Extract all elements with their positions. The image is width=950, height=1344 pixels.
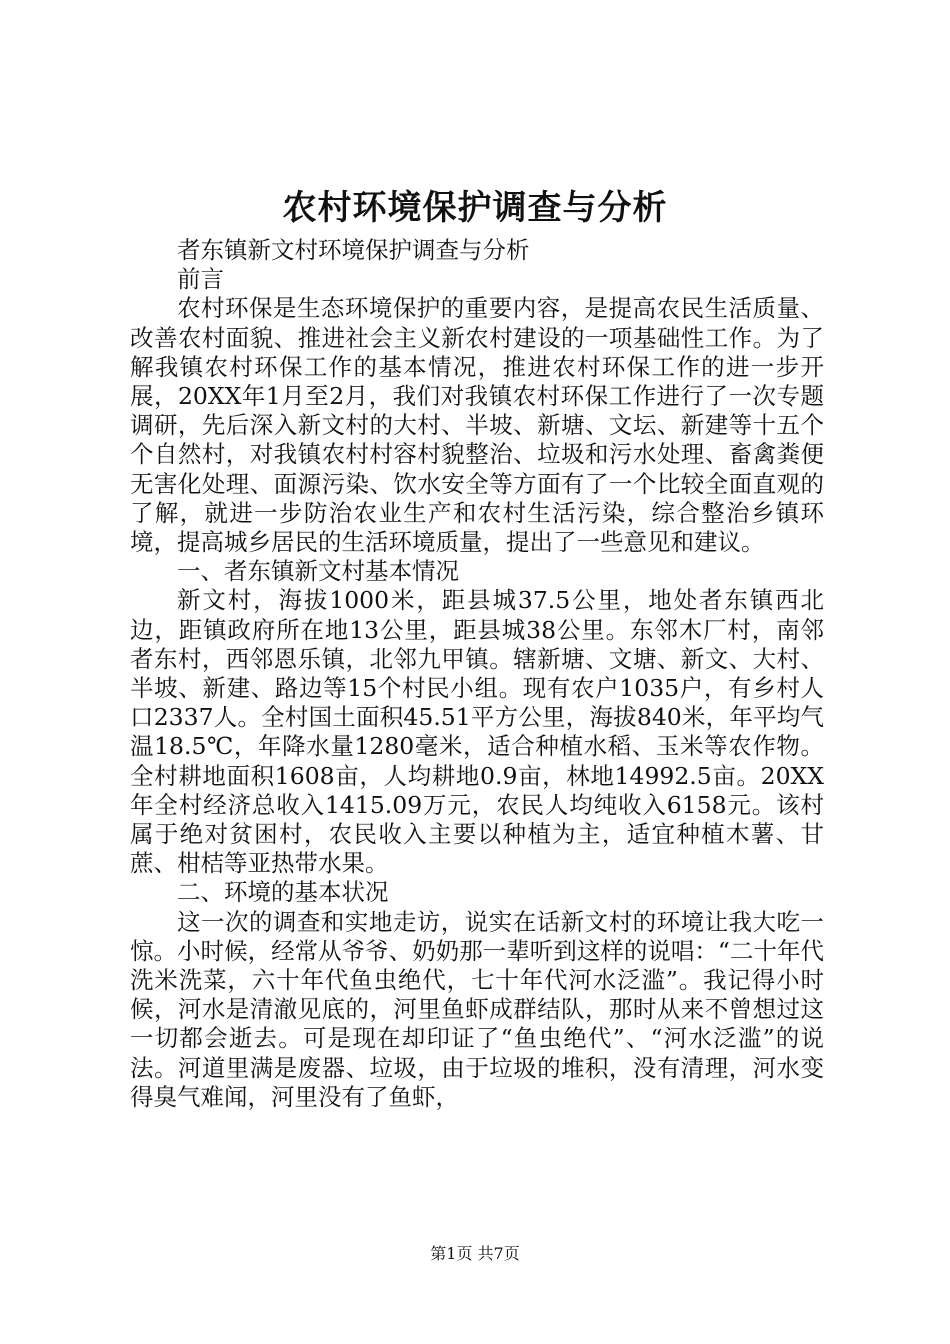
section-heading-environment: 二、环境的基本状况 [177,878,389,907]
body-paragraph: 农村环保是生态环境保护的重要内容，是提高农民生活质量、改善农村面貌、推进社会主义新农村建设的一项基础性工作。为了解我镇农村环保工作的基本情况，推进农村环保工作的进一步开展，20XX年1月至2月，我们对我镇农村环保工作进行了一次专题调研，先后深入新文村的大村、半坡、新塘、文坛、新建等十五个个自然村，对我镇农村村容村貌整治、垃圾和污水处理、畜禽粪便无害化处理、面源污染、饮水安全等方面有了一个比较全面直观的了解，就进一步防治农业生产和农村生活污染，综合整治乡镇环境，提高城乡居民的生活环境质量，提出了一些意见和建议。 [130,294,824,557]
section-heading-preface: 前言 [177,265,224,294]
document-body [130,236,824,1112]
subtitle-paragraph: 者东镇新文村环境保护调查与分析 [177,236,530,264]
document-title: 农村环境保护调查与分析 [282,188,668,228]
body-paragraph: 新文村，海拔1000米，距县城37.5公里，地处者东镇西北边，距镇政府所在地13公里，距县城38公里。东邻木厂村，南邻者东村，西邻恩乐镇，北邻九甲镇。辖新塘、文塘、新文、大村、半坡、新建、路边等15个村民小组。现有农户1035户，有乡村人口2337人。全村国土面积45.51平方公里，海拔840米，年平均气温18.5℃，年降水量1280毫米，适合种植水稻、玉米等农作物。全村耕地面积1608亩，人均耕地0.9亩，林地14992.5亩。20XX年全村经济总收入1415.09万元，农民人均纯收入6158元。该村属于绝对贫困村，农民收入主要以种植为主，适宜种植木薯、甘蔗、柑桔等亚热带水果。 [130,586,824,878]
section-heading-basic-info: 一、者东镇新文村基本情况 [177,557,459,586]
body-paragraph: 这一次的调查和实地走访，说实在话新文村的环境让我大吃一惊。小时候，经常从爷爷、奶奶那一辈听到这样的说唱：“二十年代洗米洗菜，六十年代鱼虫绝代，七十年代河水泛滥”。我记得小时候，河水是清澈见底的，河里鱼虾成群结队，那时从来不曾想过这一切都会逝去。可是现在却印证了“鱼虫绝代”、“河水泛滥”的说法。河道里满是废器、垃圾，由于垃圾的堆积，没有清理，河水变得臭气难闻，河里没有了鱼虾， [130,907,824,1111]
page-footer: 第1页 共7页 [430,1244,520,1263]
